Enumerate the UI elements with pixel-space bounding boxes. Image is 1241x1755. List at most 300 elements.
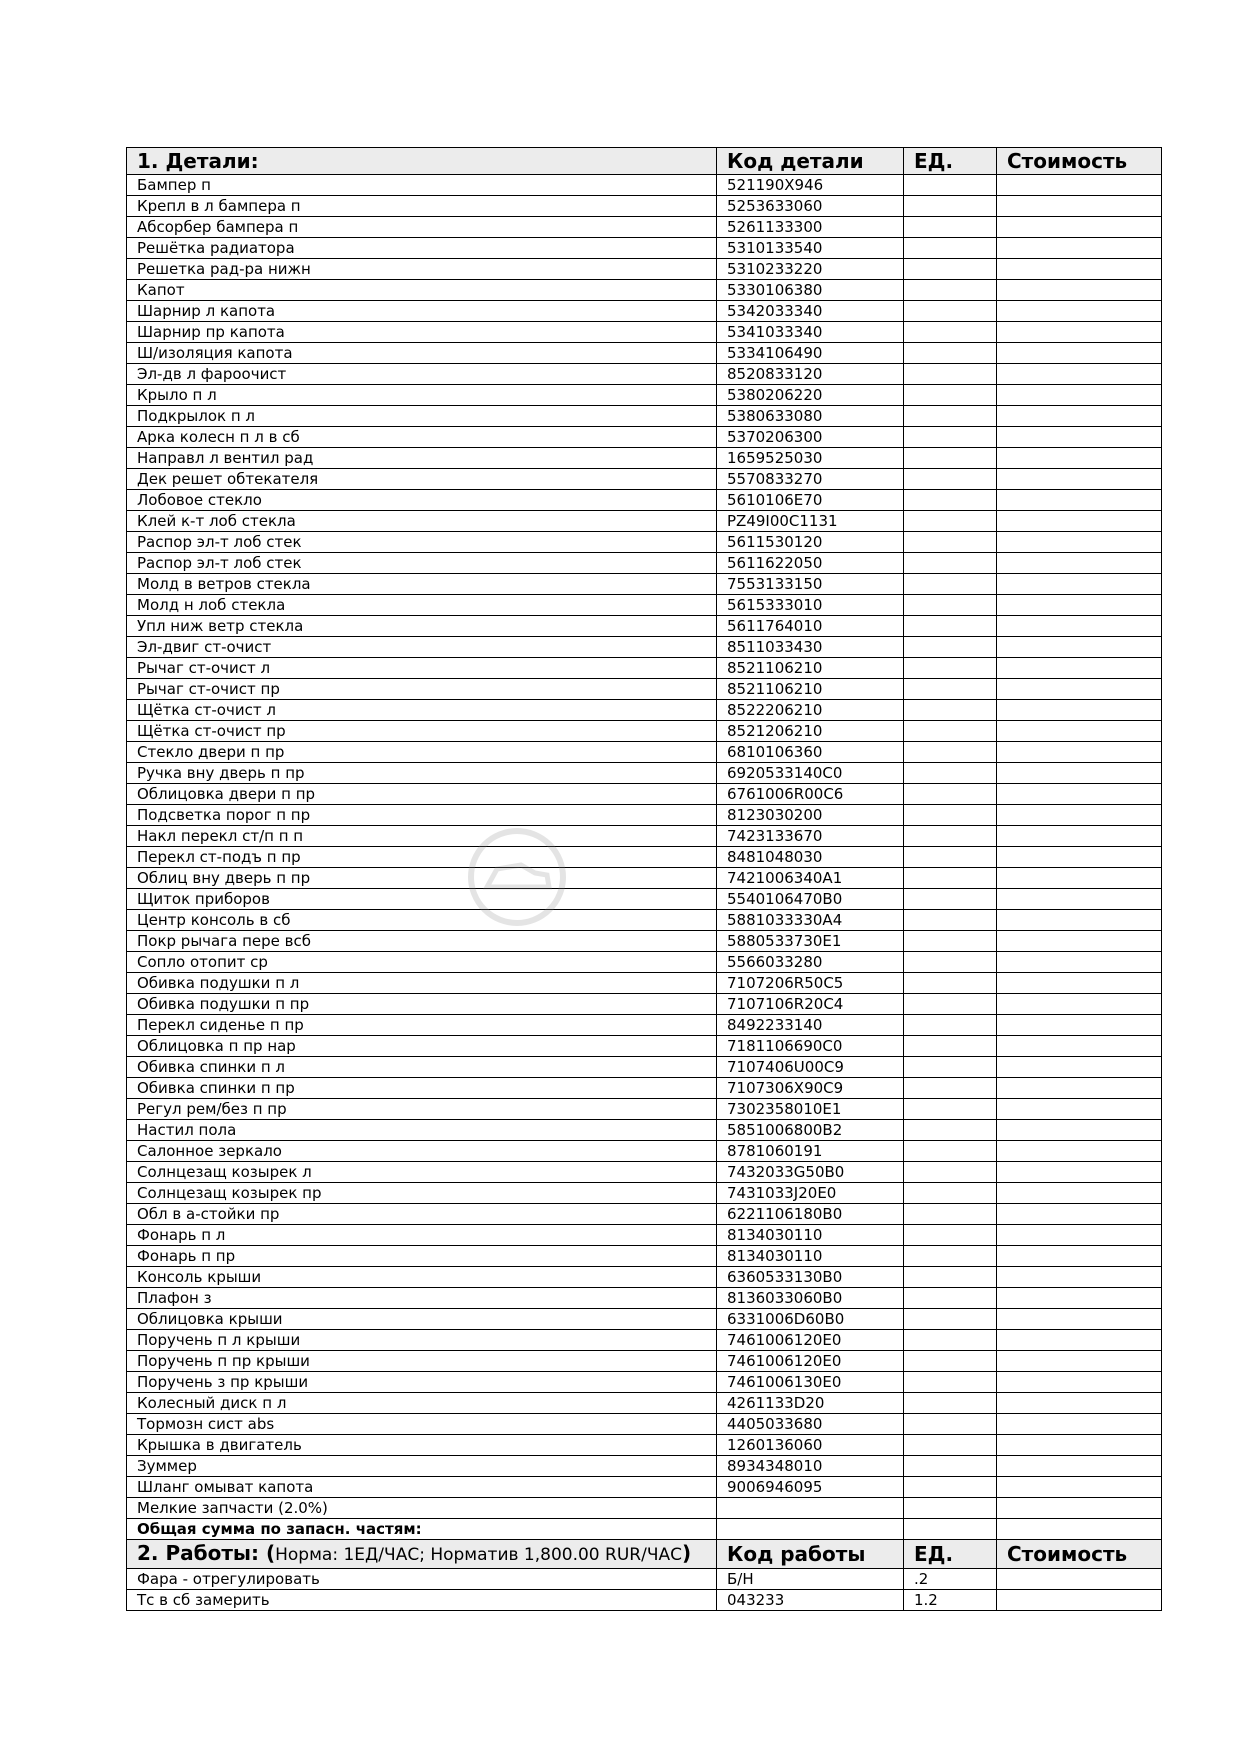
part-row (127, 1414, 1162, 1435)
part-row (127, 679, 1162, 700)
part-name: Распор эл-т лоб стек (127, 553, 717, 574)
part-name: Рычаг ст-очист л (127, 658, 717, 679)
part-cost (997, 217, 1162, 238)
part-code: 7421006340A1 (717, 868, 904, 889)
part-cost (997, 826, 1162, 847)
part-code: 8123030200 (717, 805, 904, 826)
part-code: 6331006D60B0 (717, 1309, 904, 1330)
parts-section-title: 1. Детали: (127, 148, 717, 175)
part-code: 521190X946 (717, 175, 904, 196)
part-row (127, 595, 1162, 616)
part-name: Поручень з пр крыши (127, 1372, 717, 1393)
part-name: Салонное зеркало (127, 1141, 717, 1162)
part-row (127, 868, 1162, 889)
part-cost (997, 679, 1162, 700)
part-cost (997, 364, 1162, 385)
part-unit (904, 490, 997, 511)
part-code: 5570833270 (717, 469, 904, 490)
part-row (127, 1477, 1162, 1498)
part-cost (997, 1330, 1162, 1351)
works-unit-header: ЕД. (904, 1540, 997, 1569)
part-name: Обивка спинки п л (127, 1057, 717, 1078)
part-unit (904, 616, 997, 637)
part-code: 7431033J20E0 (717, 1183, 904, 1204)
part-code: 5342033340 (717, 301, 904, 322)
part-row (127, 1456, 1162, 1477)
part-code: 9006946095 (717, 1477, 904, 1498)
part-row (127, 301, 1162, 322)
part-row (127, 469, 1162, 490)
part-cost (997, 1120, 1162, 1141)
part-unit (904, 868, 997, 889)
part-name: Облиц вну дверь п пр (127, 868, 717, 889)
part-code: 5253633060 (717, 196, 904, 217)
part-name: Зуммер (127, 1456, 717, 1477)
part-code: 4405033680 (717, 1414, 904, 1435)
part-cost (997, 532, 1162, 553)
part-unit (904, 364, 997, 385)
part-name: Солнцезащ козырек л (127, 1162, 717, 1183)
part-name: Упл ниж ветр стекла (127, 616, 717, 637)
part-unit (904, 910, 997, 931)
part-cost (997, 175, 1162, 196)
small-parts-unit (904, 1498, 997, 1519)
part-unit (904, 847, 997, 868)
part-cost (997, 1477, 1162, 1498)
part-name: Настил пола (127, 1120, 717, 1141)
part-unit (904, 217, 997, 238)
part-row (127, 994, 1162, 1015)
part-name: Тормозн сист abs (127, 1414, 717, 1435)
part-row (127, 1288, 1162, 1309)
part-name: Центр консоль в сб (127, 910, 717, 931)
part-code: 6221106180B0 (717, 1204, 904, 1225)
part-code: 7181106690C0 (717, 1036, 904, 1057)
part-name: Солнцезащ козырек пр (127, 1183, 717, 1204)
part-row (127, 1267, 1162, 1288)
part-name: Решётка радиатора (127, 238, 717, 259)
parts-total-cost (997, 1519, 1162, 1540)
part-cost (997, 469, 1162, 490)
part-name: Бампер п (127, 175, 717, 196)
part-cost (997, 952, 1162, 973)
part-code: 8511033430 (717, 637, 904, 658)
part-row (127, 532, 1162, 553)
part-row (127, 448, 1162, 469)
part-name: Крыло п л (127, 385, 717, 406)
part-cost (997, 343, 1162, 364)
part-code: 8781060191 (717, 1141, 904, 1162)
part-unit (904, 973, 997, 994)
part-unit (904, 1057, 997, 1078)
part-cost (997, 259, 1162, 280)
part-name: Консоль крыши (127, 1267, 717, 1288)
part-row (127, 1162, 1162, 1183)
part-unit (904, 259, 997, 280)
part-name: Перекл сиденье п пр (127, 1015, 717, 1036)
part-unit (904, 1435, 997, 1456)
work-code: 043233 (717, 1590, 904, 1611)
part-unit (904, 1183, 997, 1204)
part-name: Щиток приборов (127, 889, 717, 910)
part-code: 6920533140C0 (717, 763, 904, 784)
part-cost (997, 1057, 1162, 1078)
part-name: Сопло отопит ср (127, 952, 717, 973)
part-name: Дек решет обтекателя (127, 469, 717, 490)
part-row (127, 1078, 1162, 1099)
part-code: 5615333010 (717, 595, 904, 616)
part-code: 8136033060B0 (717, 1288, 904, 1309)
part-unit (904, 1015, 997, 1036)
part-code: 6360533130B0 (717, 1267, 904, 1288)
part-name: Поручень п л крыши (127, 1330, 717, 1351)
part-cost (997, 196, 1162, 217)
part-cost (997, 427, 1162, 448)
part-row (127, 1246, 1162, 1267)
part-name: Обл в а-стойки пр (127, 1204, 717, 1225)
part-cost (997, 1309, 1162, 1330)
part-code: 8492233140 (717, 1015, 904, 1036)
works-cost-header: Стоимость (997, 1540, 1162, 1569)
part-cost (997, 1099, 1162, 1120)
part-code: 5330106380 (717, 280, 904, 301)
part-code: 5261133300 (717, 217, 904, 238)
part-unit (904, 1330, 997, 1351)
part-row (127, 1330, 1162, 1351)
part-code: 8934348010 (717, 1456, 904, 1477)
part-name: Обивка подушки п пр (127, 994, 717, 1015)
part-name: Арка колесн п л в сб (127, 427, 717, 448)
part-name: Обивка спинки п пр (127, 1078, 717, 1099)
part-cost (997, 1435, 1162, 1456)
part-cost (997, 1078, 1162, 1099)
part-code: 7461006120E0 (717, 1351, 904, 1372)
part-row (127, 1435, 1162, 1456)
parts-total-code (717, 1519, 904, 1540)
part-name: Решетка рад-ра нижн (127, 259, 717, 280)
work-cost (997, 1590, 1162, 1611)
part-name: Шланг омыват капота (127, 1477, 717, 1498)
part-cost (997, 721, 1162, 742)
part-row (127, 1393, 1162, 1414)
work-name: Тс в сб замерить (127, 1590, 717, 1611)
work-row (127, 1590, 1162, 1611)
part-code: 5611764010 (717, 616, 904, 637)
part-cost (997, 511, 1162, 532)
part-name: Плафон з (127, 1288, 717, 1309)
part-unit (904, 1393, 997, 1414)
work-cost (997, 1569, 1162, 1590)
part-code: 5341033340 (717, 322, 904, 343)
part-unit (904, 322, 997, 343)
part-cost (997, 1225, 1162, 1246)
part-code: 8521206210 (717, 721, 904, 742)
part-unit (904, 1267, 997, 1288)
part-row (127, 1183, 1162, 1204)
part-name: Обивка подушки п л (127, 973, 717, 994)
part-name: Молд н лоб стекла (127, 595, 717, 616)
part-row (127, 217, 1162, 238)
part-unit (904, 1414, 997, 1435)
part-cost (997, 763, 1162, 784)
part-code: 7107406U00C9 (717, 1057, 904, 1078)
part-unit (904, 1141, 997, 1162)
part-cost (997, 700, 1162, 721)
part-code: 8521106210 (717, 658, 904, 679)
part-code: 5610106E70 (717, 490, 904, 511)
part-unit (904, 343, 997, 364)
part-cost (997, 238, 1162, 259)
part-row (127, 1204, 1162, 1225)
part-name: Ш/изоляция капота (127, 343, 717, 364)
part-cost (997, 448, 1162, 469)
part-unit (904, 889, 997, 910)
part-code: 6761006R00C6 (717, 784, 904, 805)
estimate-table (126, 147, 1162, 1611)
part-name: Молд в ветров стекла (127, 574, 717, 595)
part-unit (904, 553, 997, 574)
part-unit (904, 469, 997, 490)
small-parts-label: Мелкие запчасти (2.0%) (127, 1498, 717, 1519)
part-unit (904, 931, 997, 952)
works-title-text: 2. Работы: ( (137, 1541, 276, 1565)
part-cost (997, 805, 1162, 826)
part-cost (997, 1015, 1162, 1036)
part-unit (904, 826, 997, 847)
work-code-header: Код работы (717, 1540, 904, 1569)
part-cost (997, 1351, 1162, 1372)
part-unit (904, 574, 997, 595)
part-code: 5380206220 (717, 385, 904, 406)
part-code: 8520833120 (717, 364, 904, 385)
part-name: Клей к-т лоб стекла (127, 511, 717, 532)
part-name: Колесный диск п л (127, 1393, 717, 1414)
part-name: Поручень п пр крыши (127, 1351, 717, 1372)
part-code: 5370206300 (717, 427, 904, 448)
part-unit (904, 1372, 997, 1393)
work-code: Б/Н (717, 1569, 904, 1590)
work-row (127, 1569, 1162, 1590)
part-unit (904, 721, 997, 742)
parts-header-row (127, 148, 1162, 175)
part-row (127, 364, 1162, 385)
part-row (127, 721, 1162, 742)
part-cost (997, 868, 1162, 889)
part-unit (904, 658, 997, 679)
part-name: Ручка вну дверь п пр (127, 763, 717, 784)
part-name: Регул рем/без п пр (127, 1099, 717, 1120)
part-unit (904, 1120, 997, 1141)
part-cost (997, 910, 1162, 931)
part-code: 8521106210 (717, 679, 904, 700)
part-name: Абсорбер бампера п (127, 217, 717, 238)
part-code: 7302358010E1 (717, 1099, 904, 1120)
part-code: 5310233220 (717, 259, 904, 280)
part-code: 7461006130E0 (717, 1372, 904, 1393)
part-cost (997, 1036, 1162, 1057)
part-cost (997, 1414, 1162, 1435)
part-code: 6810106360 (717, 742, 904, 763)
part-cost (997, 1183, 1162, 1204)
part-name: Фонарь п пр (127, 1246, 717, 1267)
part-code: 7461006120E0 (717, 1330, 904, 1351)
part-unit (904, 175, 997, 196)
part-row (127, 553, 1162, 574)
part-name: Подкрылок п л (127, 406, 717, 427)
part-cost (997, 658, 1162, 679)
part-name: Покр рычага пере всб (127, 931, 717, 952)
part-row (127, 931, 1162, 952)
part-row (127, 637, 1162, 658)
cost-header: Стоимость (997, 148, 1162, 175)
part-code: 5880533730E1 (717, 931, 904, 952)
part-name: Рычаг ст-очист пр (127, 679, 717, 700)
small-parts-code (717, 1498, 904, 1519)
part-row (127, 427, 1162, 448)
part-name: Облицовка п пр нар (127, 1036, 717, 1057)
parts-total-label: Общая сумма по запасн. частям: (127, 1519, 717, 1540)
part-code: 5334106490 (717, 343, 904, 364)
part-code: 1260136060 (717, 1435, 904, 1456)
part-unit (904, 1099, 997, 1120)
part-unit (904, 448, 997, 469)
part-cost (997, 322, 1162, 343)
part-cost (997, 1162, 1162, 1183)
part-code: 5611622050 (717, 553, 904, 574)
work-name: Фара - отрегулировать (127, 1569, 717, 1590)
part-cost (997, 1393, 1162, 1414)
part-cost (997, 280, 1162, 301)
part-cost (997, 1456, 1162, 1477)
part-unit (904, 700, 997, 721)
part-cost (997, 637, 1162, 658)
part-cost (997, 1246, 1162, 1267)
part-code: 7107106R20C4 (717, 994, 904, 1015)
part-unit (904, 427, 997, 448)
part-unit (904, 301, 997, 322)
part-row (127, 1372, 1162, 1393)
works-norm-text: Норма: 1ЕД/ЧАС; Норматив 1,800.00 RUR/ЧАС (275, 1545, 682, 1565)
part-row (127, 952, 1162, 973)
part-name: Крепл в л бампера п (127, 196, 717, 217)
unit-header: ЕД. (904, 148, 997, 175)
part-unit (904, 1078, 997, 1099)
part-code-header: Код детали (717, 148, 904, 175)
part-code: 8522206210 (717, 700, 904, 721)
small-parts-row (127, 1498, 1162, 1519)
part-name: Эл-двиг ст-очист (127, 637, 717, 658)
part-row (127, 238, 1162, 259)
part-unit (904, 1162, 997, 1183)
part-name: Перекл ст-подъ п пр (127, 847, 717, 868)
part-code: 4261133D20 (717, 1393, 904, 1414)
part-row (127, 490, 1162, 511)
part-code: 7432033G50B0 (717, 1162, 904, 1183)
part-unit (904, 679, 997, 700)
part-code: 8134030110 (717, 1225, 904, 1246)
part-cost (997, 490, 1162, 511)
part-name: Распор эл-т лоб стек (127, 532, 717, 553)
part-cost (997, 1288, 1162, 1309)
part-cost (997, 889, 1162, 910)
part-unit (904, 952, 997, 973)
part-row (127, 343, 1162, 364)
part-code: 7107306X90C9 (717, 1078, 904, 1099)
part-unit (904, 406, 997, 427)
part-row (127, 259, 1162, 280)
part-name: Накл перекл ст/п п п (127, 826, 717, 847)
part-row (127, 1225, 1162, 1246)
part-code: 7553133150 (717, 574, 904, 595)
part-row (127, 574, 1162, 595)
part-unit (904, 1246, 997, 1267)
part-name: Крышка в двигатель (127, 1435, 717, 1456)
part-unit (904, 1036, 997, 1057)
small-parts-cost (997, 1498, 1162, 1519)
part-name: Фонарь п л (127, 1225, 717, 1246)
part-row (127, 658, 1162, 679)
part-row (127, 511, 1162, 532)
part-row (127, 1015, 1162, 1036)
part-row (127, 196, 1162, 217)
part-unit (904, 238, 997, 259)
part-cost (997, 742, 1162, 763)
part-unit (904, 280, 997, 301)
part-unit (904, 994, 997, 1015)
part-row (127, 973, 1162, 994)
part-unit (904, 784, 997, 805)
part-cost (997, 595, 1162, 616)
part-unit (904, 532, 997, 553)
part-name: Шарнир пр капота (127, 322, 717, 343)
part-row (127, 910, 1162, 931)
part-unit (904, 637, 997, 658)
part-code: 5310133540 (717, 238, 904, 259)
work-unit: 1.2 (904, 1590, 997, 1611)
part-row (127, 1057, 1162, 1078)
part-code: 7423133670 (717, 826, 904, 847)
works-title-close: ) (681, 1541, 692, 1565)
part-row (127, 742, 1162, 763)
part-code: 5881033330A4 (717, 910, 904, 931)
part-name: Подсветка порог п пр (127, 805, 717, 826)
part-row (127, 1141, 1162, 1162)
part-code: 8134030110 (717, 1246, 904, 1267)
part-cost (997, 574, 1162, 595)
part-name: Лобовое стекло (127, 490, 717, 511)
part-cost (997, 931, 1162, 952)
part-unit (904, 1288, 997, 1309)
part-cost (997, 973, 1162, 994)
part-row (127, 1036, 1162, 1057)
part-unit (904, 763, 997, 784)
part-code: PZ49I00C1131 (717, 511, 904, 532)
parts-total-unit (904, 1519, 997, 1540)
part-unit (904, 511, 997, 532)
part-row (127, 889, 1162, 910)
part-unit (904, 385, 997, 406)
work-unit: .2 (904, 1569, 997, 1590)
part-cost (997, 385, 1162, 406)
part-code: 7107206R50C5 (717, 973, 904, 994)
part-row (127, 763, 1162, 784)
part-code: 5380633080 (717, 406, 904, 427)
parts-total-row (127, 1519, 1162, 1540)
part-cost (997, 784, 1162, 805)
part-row (127, 1351, 1162, 1372)
works-header-row (127, 1540, 1162, 1569)
part-row (127, 805, 1162, 826)
